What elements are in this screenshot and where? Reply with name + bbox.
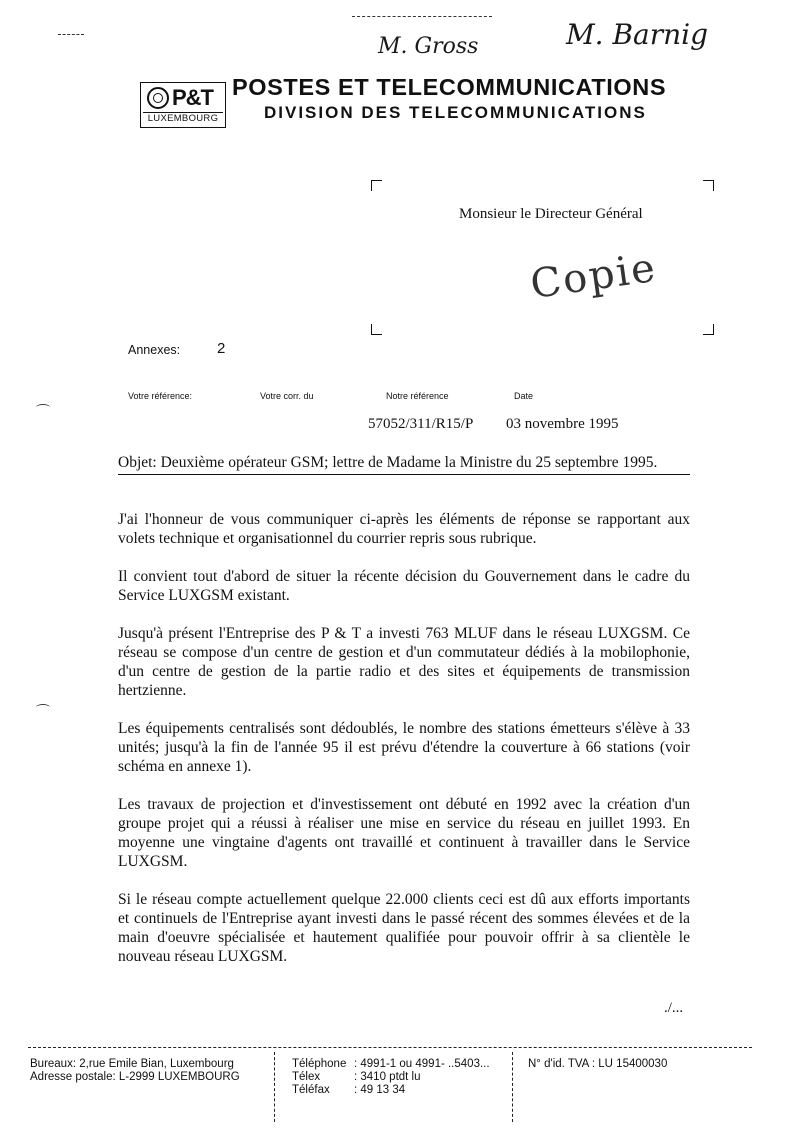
subject-underline — [118, 474, 690, 475]
votre-corr-label: Votre corr. du — [260, 391, 314, 401]
letter-subject: Objet: Deuxième opérateur GSM; lettre de Madame la Ministre du 25 septembre 1995. — [118, 454, 658, 471]
logo-brand: P&T — [172, 85, 213, 110]
telephone-label: Téléphone — [292, 1058, 347, 1070]
recipient: Monsieur le Directeur Général — [459, 206, 643, 222]
handwritten-initials-right: M. Barnig — [566, 18, 709, 51]
footer-bureaux: Bureaux: 2,rue Emile Bian, Luxembourg — [30, 1058, 234, 1070]
pt-logo — [140, 82, 226, 128]
margin-mark — [36, 404, 50, 411]
footer-tva: N° d'id. TVA : LU 15400030 — [528, 1058, 668, 1070]
telex-value: : 3410 ptdt lu — [354, 1071, 421, 1083]
notre-reference-value: 57052/311/R15/P — [368, 416, 474, 432]
telefax-value: : 49 13 34 — [354, 1084, 406, 1096]
footer-separator — [274, 1052, 275, 1122]
continuation-mark: ./... — [664, 1000, 684, 1016]
body-paragraph: Jusqu'à présent l'Entreprise des P & T a investi 763 MLUF dans le réseau LUXGSM. Ce réseau se compose d'un centre de gestion et d'un commutateur dédiés à la mobilophonie, d'un centre de gestion de la partie radio et des sites et équipements de transmission hertzienne. — [118, 625, 690, 699]
body-paragraph: Les équipements centralisés sont dédoublés, le nombre des stations émetteurs s'élève à 33 unités; jusqu'à la fin de l'année 95 il est prévu d'étendre la couverture à 66 stations (voir schéma en annexe 1). — [118, 720, 690, 775]
telex-label: Télex — [292, 1071, 321, 1083]
telefax-label: Téléfax — [292, 1084, 330, 1096]
address-window-corner — [371, 324, 382, 335]
footer-postal-address: Adresse postale: L-2999 LUXEMBOURG — [30, 1071, 240, 1083]
margin-mark — [36, 704, 50, 711]
body-paragraph: Il convient tout d'abord de situer la récente décision du Gouvernement dans le cadre du Service LUXGSM existant. — [118, 568, 690, 604]
date-label: Date — [514, 391, 534, 401]
organization-division: DIVISION DES TELECOMMUNICATIONS — [264, 103, 647, 122]
address-window-corner — [371, 180, 382, 191]
votre-reference-label: Votre référence: — [128, 391, 193, 401]
address-window-corner — [703, 180, 714, 191]
footer-separator — [512, 1052, 513, 1122]
body-paragraph: Les travaux de projection et d'investissement ont débuté en 1992 avec la création d'un groupe projet qui a réussi à réaliser une mise en service du réseau en juillet 1993. En moyenne une vingtaine d'agents ont travaillé et continuent à travailler dans le Service LUXGSM. — [118, 796, 690, 870]
copy-stamp: Copie — [527, 244, 660, 308]
posthorn-emblem-icon — [147, 87, 169, 109]
organization-name: POSTES ET TELECOMMUNICATIONS — [232, 74, 667, 100]
notre-reference-label: Notre référence — [386, 391, 449, 401]
body-paragraph: J'ai l'honneur de vous communiquer ci-après les éléments de réponse se rapportant aux volets technique et organisationnel du courrier repris sous rubrique. — [118, 511, 690, 547]
letter-body — [118, 510, 690, 985]
handwritten-initials-left: M. Gross — [378, 34, 479, 59]
footer-rule — [28, 1047, 752, 1048]
logo-country: LUXEMBOURG — [143, 112, 223, 125]
annexes-value: 2 — [217, 340, 226, 357]
date-value: 03 novembre 1995 — [506, 416, 619, 432]
body-paragraph: Si le réseau compte actuellement quelque 22.000 clients ceci est dû aux efforts importants et continuels de l'Entreprise ayant investi dans le passé récent des sommes élevées et de la main d'oeuvre spécialisée et hautement qualifiée pour pouvoir offrir à sa clientèle le nouveau réseau LUXGSM. — [118, 891, 690, 965]
address-window-corner — [703, 324, 714, 335]
annexes-label: Annexes: — [128, 343, 181, 357]
scan-artifact — [58, 34, 84, 35]
scan-artifact — [352, 16, 492, 17]
telephone-value: : 4991-1 ou 4991- ..5403... — [354, 1058, 490, 1070]
footer-contact — [292, 1058, 490, 1097]
